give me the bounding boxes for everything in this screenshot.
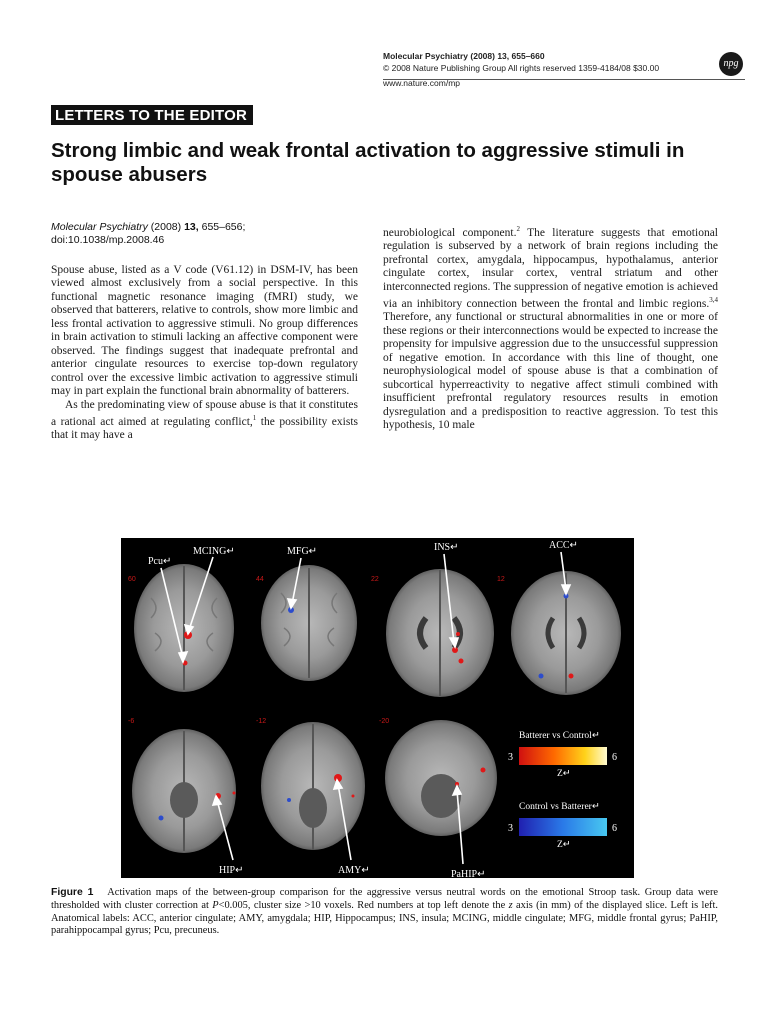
- z-label-control: Z↵: [557, 840, 571, 850]
- article-title: Strong limbic and weak frontal activation to aggressive stimuli in spouse abusers: [51, 139, 685, 186]
- citation-journal: Molecular Psychiatry: [51, 221, 148, 233]
- section-label: LETTERS TO THE EDITOR: [51, 105, 253, 125]
- control-color-scale: [519, 818, 607, 836]
- slice-number-12: 12: [497, 576, 505, 583]
- scale-max-control: 6: [612, 823, 617, 834]
- article-citation: [51, 221, 245, 247]
- z-label-batterer: Z↵: [557, 769, 571, 779]
- copyright-line: © 2008 Nature Publishing Group All rights reserved 1359-4184/08 $30.00: [383, 63, 660, 73]
- abstract-paragraph: Spouse abuse, listed as a V code (V61.12) in DSM-IV, has been viewed almost exclusively from a social perspective. In this functional magnetic resonance imaging (fMRI) study, we observed that batterers, relative to controls, show more limbic and less frontal activation to aggressive stimuli. No group differences in brain activation to stimuli lacking an affective component were observed. The findings suggest that inadequate prefrontal and anterior cingulate resources to exercise top-down regulatory control over the excessive limbic activation to aggressive stimuli may in part explain the functional brain abnormality of batterers.: [51, 264, 358, 398]
- label-acc: ACC↵: [549, 540, 578, 551]
- label-amy: AMY↵: [338, 865, 370, 876]
- legend-batterer-vs-control: [508, 731, 617, 779]
- brain-slice-minus20: [385, 720, 497, 836]
- body-column-right: [383, 223, 718, 432]
- brain-slice-22: [386, 569, 494, 697]
- caption-p-symbol: P: [212, 899, 219, 911]
- legend-control-vs-batterer: [508, 802, 617, 850]
- paragraph-text: The literature suggests that emotional regulation is subserved by a network of brain regions including the prefrontal cortex, amygdala, hippocampus, hypothalamus, anterior cingulate cortex, insular cortex, ventral striatum and other interconnected regions. The suppression of negative emotion is achieved via an inhibitory connection between the frontal and limbic regions.: [383, 226, 718, 310]
- citation-volume: 13,: [184, 221, 199, 233]
- slice-number-minus20: -20: [379, 718, 390, 725]
- label-pahip: PaHIP↵: [451, 869, 486, 878]
- paragraph-text: As the predominating view of spouse abuse is that it constitutes a rational act aimed at regulating conflict,: [51, 398, 358, 428]
- slice-number-22: 22: [371, 576, 379, 583]
- paragraph-text: neurobiological component.: [383, 226, 517, 239]
- slice-number-60: 60: [128, 576, 136, 583]
- caption-label: Figure 1: [51, 887, 94, 898]
- brain-slice-minus12: [261, 722, 365, 850]
- figure-1-brain-maps: [121, 538, 634, 878]
- label-hip: HIP↵: [219, 865, 244, 876]
- journal-citation-line: Molecular Psychiatry (2008) 13, 655–660: [383, 51, 545, 61]
- label-pcu: Pcu↵: [148, 556, 172, 567]
- label-mfg: MFG↵: [287, 546, 318, 557]
- caption-text: axis (in mm) of the displayed slice. Left is left. Anatomical labels: ACC, anterior cingulate; AMY, amygdala; HIP, Hippocampus; INS, insula; MCING, middle cingulate; MFG, middle frontal gyrus; PaHIP, parahippocampal gyrus; Pcu, precuneus.: [51, 899, 718, 937]
- brain-slice-44: [261, 565, 357, 681]
- citation-year: (2008): [150, 221, 182, 233]
- paragraph-text: Therefore, any functional or structural abnormalities in one or more of these regions or their interconnections would be expected to increase the propensity for impulsive aggression due to the unsuccessful suppression of negative emotion. In accordance with this line of thought, one neurophysiological model of spouse abuse is that a combination of subcortical hyperreactivity to negative affect stimuli combined with insufficient prefrontal regulatory resources results in emotion dysregulation and a predisposition to reactive aggression. To test this hypothesis, 10 male: [383, 311, 718, 431]
- legend-title-batterer: Batterer vs Control↵: [519, 731, 600, 741]
- scale-max-batterer: 6: [612, 752, 617, 763]
- body-column-left: [51, 264, 358, 443]
- npg-logo: npg: [719, 52, 743, 76]
- label-mcing: MCING↵: [193, 546, 235, 557]
- brain-slice-60: [134, 564, 234, 692]
- slice-number-44: 44: [256, 576, 264, 583]
- slice-number-minus6: -6: [128, 718, 135, 725]
- caption-text: <0.005, cluster size >10 voxels. Red numbers at top left denote the: [218, 899, 509, 911]
- scale-min-control: 3: [508, 823, 513, 834]
- body-paragraph-1: [51, 399, 358, 443]
- body-paragraph-2: [383, 223, 718, 432]
- reference-2[interactable]: 2: [516, 225, 520, 233]
- slice-number-minus12: -12: [256, 718, 267, 725]
- header-divider: [383, 79, 745, 80]
- journal-url[interactable]: www.nature.com/mp: [383, 78, 460, 88]
- paragraph-text: the possibility exists that it may have a: [51, 415, 358, 442]
- caption-text: Activation maps of the between-group comparison for the aggressive versus neutral words on the emotional Stroop task. Group data were thresholded with cluster correction at: [51, 887, 719, 911]
- citation-pages: 655–656;: [201, 221, 246, 233]
- reference-1[interactable]: 1: [252, 413, 257, 422]
- batterer-color-scale: [519, 747, 607, 765]
- reference-3-4[interactable]: 3,4: [709, 296, 718, 305]
- figure-caption: [51, 887, 718, 938]
- journal-header: [383, 50, 659, 89]
- brain-slice-minus6: [132, 729, 236, 853]
- label-ins: INS↵: [434, 542, 459, 553]
- citation-doi[interactable]: doi:10.1038/mp.2008.46: [51, 234, 165, 246]
- scale-min-batterer: 3: [508, 752, 513, 763]
- caption-z-symbol: z: [508, 899, 513, 911]
- legend-title-control: Control vs Batterer↵: [519, 802, 600, 812]
